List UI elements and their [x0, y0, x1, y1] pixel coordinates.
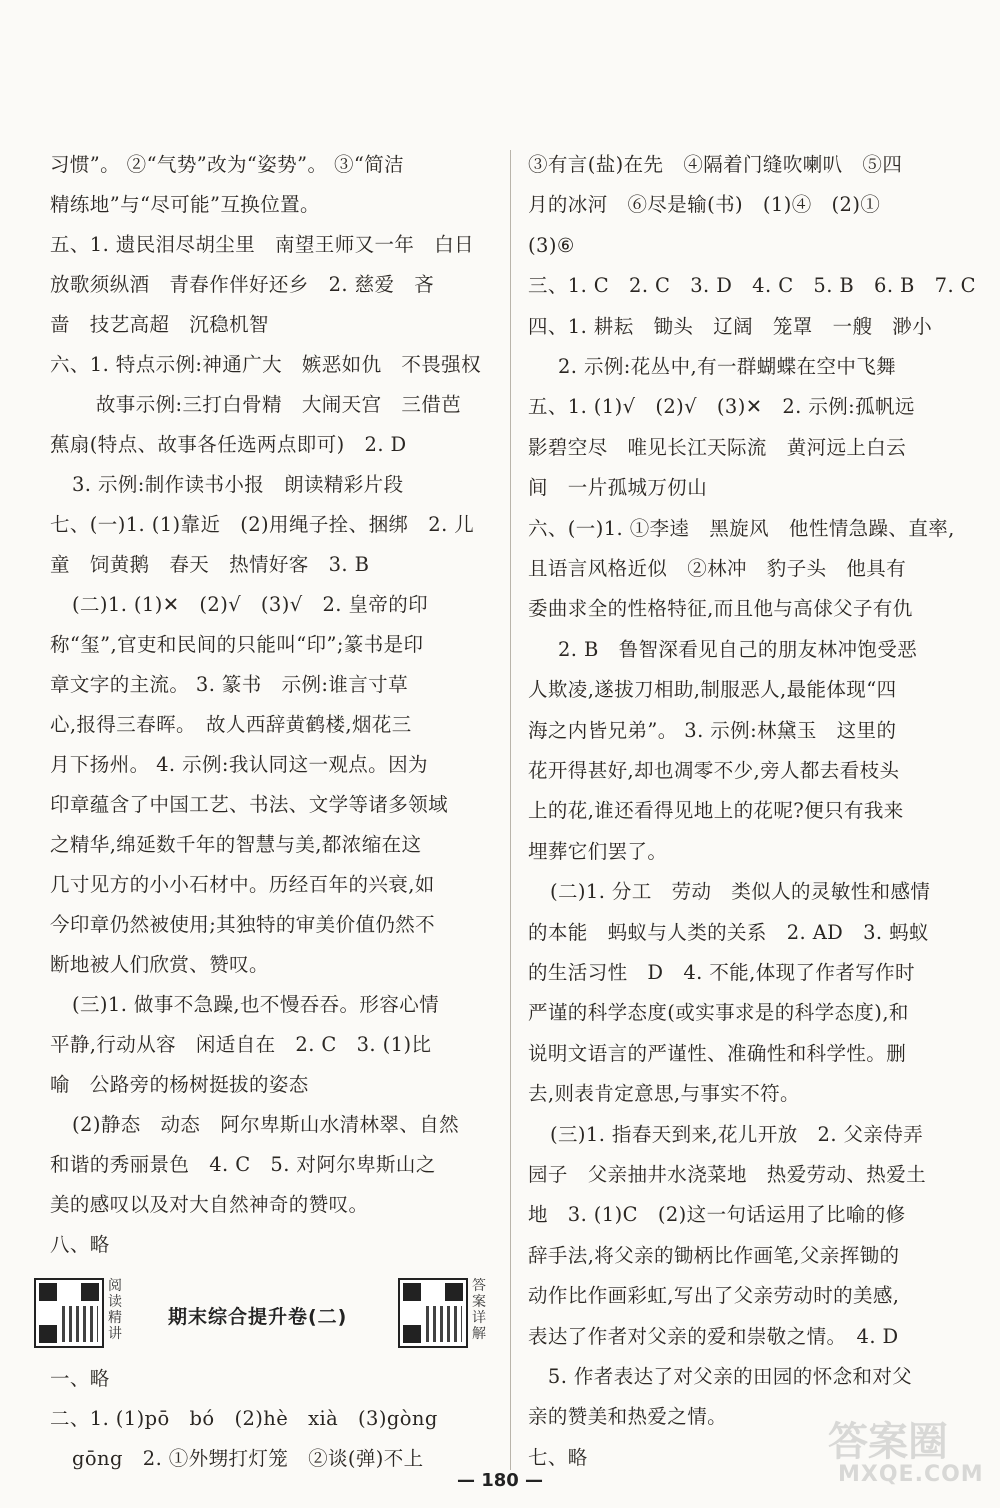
watermark-url: MXQE.COM — [838, 1462, 984, 1487]
answer-line: 影碧空尽 唯见长江天际流 黄河远上白云 — [528, 435, 907, 459]
answer-line: 心,报得三春晖。 故人西辞黄鹤楼,烟花三 — [50, 713, 412, 736]
answer-line: 的本能 蚂蚁与人类的关系 2. AD 3. 蚂蚁 — [528, 920, 929, 944]
answer-line: 四、1. 耕耘 锄头 辽阔 笼罩 一艘 渺小 — [528, 314, 933, 338]
answer-line: 美的感叹以及对大自然神奇的赞叹。 — [50, 1193, 369, 1216]
answer-line: 园子 父亲抽井水浇菜地 热爱劳动、热爱土 — [528, 1163, 927, 1186]
qr-code-answer-details[interactable] — [398, 1278, 468, 1348]
section-title: 期末综合提升卷(二) — [168, 1306, 348, 1328]
answer-line: (三)1. 指春天到来,花儿开放 2. 父亲侍弄 — [550, 1122, 924, 1146]
answer-line: 二、1. (1)pō bó (2)hè xià (3)gòng — [50, 1407, 438, 1430]
watermark-logo — [828, 1410, 984, 1500]
answer-line: 表达了作者对父亲的爱和崇敬之情。 4. D — [528, 1324, 899, 1348]
answer-line: (2)静态 动态 阿尔卑斯山水清林翠、自然 — [72, 1113, 460, 1136]
answer-line: (二)1. 分工 劳动 类似人的灵敏性和感情 — [550, 880, 931, 904]
answer-line: (二)1. (1)✕ (2)√ (3)√ 2. 皇帝的印 — [72, 593, 429, 616]
answer-line: 人欺凌,遂拔刀相助,制服恶人,最能体现“四 — [528, 678, 897, 702]
answer-line: 印章蕴含了中国工艺、书法、文学等诸多领域 — [50, 793, 449, 816]
answer-line: 2. 示例:花丛中,有一群蝴蝶在空中飞舞 — [558, 355, 897, 378]
answer-line: 七、(一)1. (1)靠近 (2)用绳子拴、捆绑 2. 儿 — [50, 513, 475, 536]
answer-line: 上的花,谁还看得见地上的花呢?便只有我来 — [528, 799, 904, 823]
qr-code-reading-guide[interactable] — [34, 1278, 104, 1348]
answer-line: 章文字的主流。 3. 篆书 示例:谁言寸草 — [50, 673, 408, 696]
answer-line: 精练地”与“尽可能”互换位置。 — [50, 193, 320, 216]
answer-line: 和谐的秀丽景色 4. C 5. 对阿尔卑斯山之 — [50, 1153, 436, 1176]
answer-line: ③有言(盐)在先 ④隔着门缝吹喇叭 ⑤四 — [528, 153, 903, 176]
answer-line: 称“玺”,官吏和民间的只能叫“印”;篆书是印 — [50, 633, 424, 656]
answer-line: 断地被人们欣赏、赞叹。 — [50, 953, 269, 976]
answer-line: 三、1. C 2. C 3. D 4. C 5. B 6. B 7. C — [528, 274, 976, 298]
answer-line: 一、略 — [50, 1367, 110, 1390]
answer-line: 地 3. (1)C (2)这一句话运用了比喻的修 — [528, 1203, 906, 1227]
answer-line: 海之内皆兄弟”。 3. 示例:林黛玉 这里的 — [528, 718, 897, 742]
column-divider — [510, 150, 511, 1470]
watermark-text: 答案圈 — [828, 1419, 948, 1465]
answer-line: 2. B 鲁智深看见自己的朋友林冲饱受恶 — [558, 637, 918, 661]
answer-line: 委曲求全的性格特征,而且他与高俅父子有仇 — [528, 597, 913, 621]
answer-line: 5. 作者表达了对父亲的田园的怀念和对父 — [528, 1365, 913, 1388]
answer-line: gōng 2. ①外甥打灯笼 ②谈(弹)不上 — [72, 1447, 424, 1470]
answer-line: (3)⑥ — [528, 233, 575, 257]
answer-line: 习惯”。 ②“气势”改为“姿势”。 ③“简洁 — [50, 153, 405, 176]
answer-line: 六、(一)1. ①李逵 黑旋风 他性情急躁、直率, — [528, 516, 955, 540]
answer-line: 严谨的科学态度(或实事求是的科学态度),和 — [528, 1001, 909, 1025]
answer-line: (三)1. 做事不急躁,也不慢吞吞。形容心情 — [72, 993, 440, 1016]
answer-line: 花开得甚好,却也凋零不少,旁人都去看枝头 — [528, 759, 900, 782]
answer-line: 的生活习性 D 4. 不能,体现了作者写作时 — [528, 961, 915, 984]
answer-line: 平静,行动从容 闲适自在 2. C 3. (1)比 — [50, 1033, 432, 1056]
answer-line: 五、1. 遗民泪尽胡尘里 南望王师又一年 白日 — [50, 233, 475, 256]
answer-line: 月的冰河 ⑥尽是输(书) (1)④ (2)① — [528, 193, 881, 217]
answer-line: 喻 公路旁的杨树挺拔的姿态 — [50, 1073, 309, 1096]
answer-line: 蕉扇(特点、故事各任选两点即可) 2. D — [50, 433, 407, 456]
answer-line: 故事示例:三打白骨精 大闹天宫 三借芭 — [76, 393, 462, 416]
answer-line: 去,则表肯定意思,与事实不符。 — [528, 1082, 800, 1106]
answer-line: 间 一片孤城万仞山 — [528, 476, 708, 500]
answer-line: 且语言风格近似 ②林冲 豹子头 他具有 — [528, 557, 907, 580]
answer-line: 童 饲黄鹅 春天 热情好客 3. B — [50, 553, 370, 576]
answer-line: 六、1. 特点示例:神通广大 嫉恶如仇 不畏强权 — [50, 353, 481, 376]
answer-line: 之精华,绵延数千年的智慧与美,都浓缩在这 — [50, 833, 422, 856]
answer-line: 八、略 — [50, 1233, 110, 1256]
answer-line: 辞手法,将父亲的锄柄比作画笔,父亲挥锄的 — [528, 1243, 900, 1267]
answer-line: 几寸见方的小小石材中。历经百年的兴衰,如 — [50, 873, 435, 896]
answer-line: 七、略 — [528, 1445, 588, 1469]
page-number: — 180 — — [456, 1470, 544, 1491]
answer-line: 月下扬州。 4. 示例:我认同这一观点。因为 — [50, 753, 428, 776]
answer-line: 3. 示例:制作读书小报 朗读精彩片段 — [72, 473, 404, 496]
answer-line: 啬 技艺高超 沉稳机智 — [50, 313, 269, 336]
answer-line: 动作比作画彩虹,写出了父亲劳动时的美感, — [528, 1284, 900, 1308]
qr-left-caption: 阅读精讲 — [108, 1278, 122, 1342]
answer-line: 亲的赞美和热爱之情。 — [528, 1405, 728, 1429]
qr-right-caption: 答案详解 — [472, 1278, 486, 1342]
answer-line: 五、1. (1)√ (2)√ (3)✕ 2. 示例:孤帆远 — [528, 395, 915, 419]
answer-line: 说明文语言的严谨性、准确性和科学性。删 — [528, 1041, 907, 1065]
answer-line: 埋葬它们罢了。 — [528, 839, 668, 863]
answer-line: 今印章仍然被使用;其独特的审美价值仍然不 — [50, 913, 436, 936]
answer-line: 放歌须纵酒 青春作伴好还乡 2. 慈爱 吝 — [50, 273, 435, 296]
